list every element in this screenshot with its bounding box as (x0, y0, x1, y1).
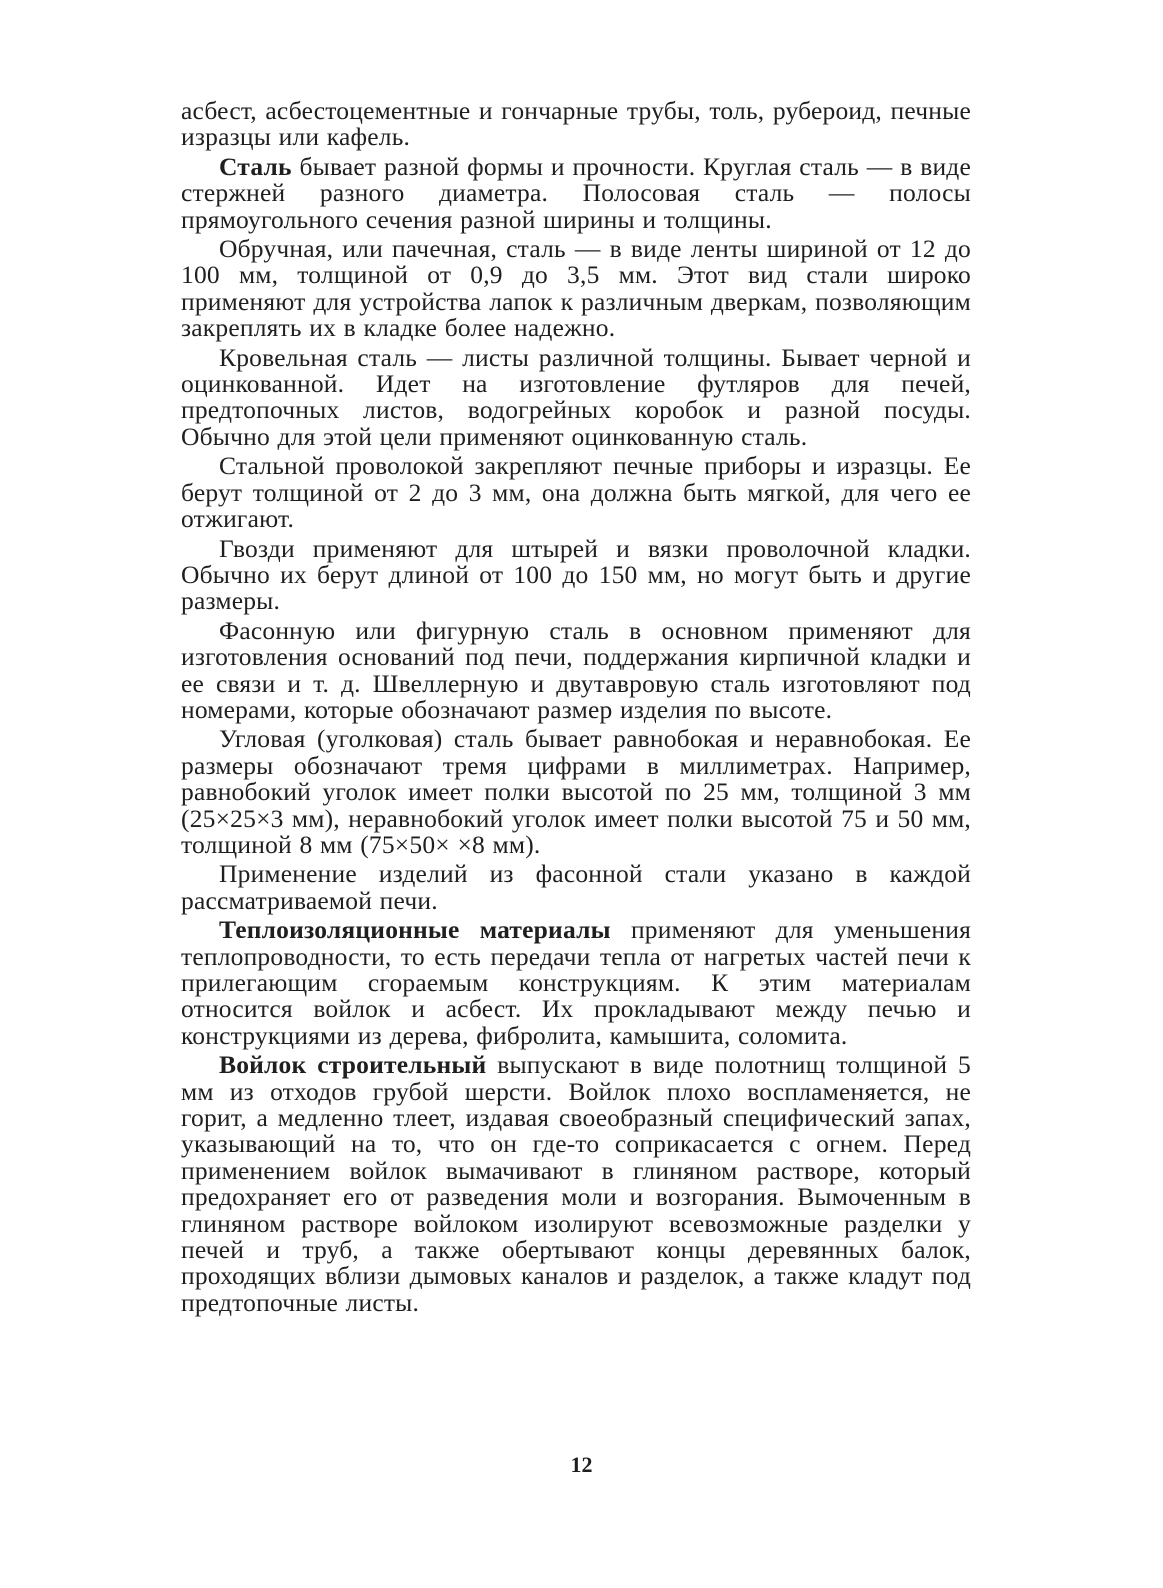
paragraph-text: Стальной проволокой закрепляют печные приборы и изразцы. Ее берут толщиной от 2 до 3 мм, она должна быть мягкой, для чего ее отжигают. (181, 451, 971, 534)
paragraph-nails (181, 533, 971, 616)
paragraph-text: асбест, асбестоцементные и гончарные трубы, толь, рубероид, печные изразцы или кафель. (181, 96, 971, 152)
paragraph-felt (181, 1052, 971, 1316)
paragraph-roofing-steel (181, 342, 971, 451)
paragraph-application (181, 861, 971, 914)
paragraph-text: Угловая (уголковая) сталь бывает равнобокая и неравнобокая. Ее размеры обозначают тремя цифрами в миллиметрах. Например, равнобокий уголок имеет полки высотой по 25 мм, толщиной 3 мм (25×25×3 мм), неравнобокий уголок имеет полки высотой 75 и 50 мм, толщиной 8 мм (75×50× ×8 мм). (181, 724, 971, 859)
paragraph-text: бывает разной формы и прочности. Круглая сталь — в виде стержней разного диаметра. Полосовая сталь — полосы прямоугольного сечения разной ширины и толщины. (181, 151, 971, 234)
paragraph-text: Обручная, или пачечная, сталь — в виде ленты шириной от 12 до 100 мм, толщиной от 0,9 до 3,5 мм. Этот вид стали широко применяют для устройства лапок к различным дверкам, позволяющим закреплять их в кладке более надежно. (181, 234, 971, 343)
paragraph-text: выпускают в виде полотнищ толщиной 5 мм из отходов грубой шерсти. Войлок плохо воспламеняется, не горит, а медленно тлеет, издавая своеобразный специфический запах, указывающий на то, что он где-то соприкасается с огнем. Перед применением войлок вымачивают в глиняном растворе, который предохраняет его от разведения моли и возгорания. Вымоченным в глиняном растворе войлоком изолируют всевозможные разделки у печей и труб, а также обертывают концы деревянных балок, проходящих вблизи дымовых каналов и разделок, а также кладут под предтопочные листы. (181, 1050, 971, 1317)
paragraph-text: Кровельная сталь — листы различной толщины. Бывает черной и оцинкованной. Идет на изготовление футляров для печей, предтопочных листов, водогрейных коробок и разной посуды. Обычно для этой цели применяют оцинкованную сталь. (181, 342, 971, 451)
paragraph-text: Фасонную или фигурную сталь в основном применяют для изготовления оснований под печи, поддержания кирпичной кладки и ее связи и т. д. Швеллерную и двутавровую сталь изготовляют под номерами, которые обозначают размер изделия по высоте. (181, 615, 971, 724)
paragraph-hoop-steel (181, 236, 971, 342)
paragraph-insulation (181, 917, 971, 1049)
paragraph-heading: Войлок строительный (219, 1050, 487, 1080)
paragraph-angle-steel (181, 726, 971, 858)
paragraph-text: применяют для уменьшения теплопроводности, то есть передачи тепла от нагретых частей печи к прилегающим сгораемым конструкциям. К этим материалам относится войлок и асбест. Их прокладывают между печью и конструкциями из дерева, фибролита, камышита, соломита. (181, 915, 971, 1050)
paragraph-heading: Сталь (219, 151, 292, 181)
page-body (181, 98, 971, 1319)
page-number: 12 (570, 1452, 593, 1477)
paragraph-steel (181, 151, 971, 234)
paragraph-text: Применение изделий из фасонной стали указано в каждой рассматриваемой печи. (181, 859, 971, 915)
paragraph-heading: Теплоизоляционные материалы (219, 915, 611, 945)
paragraph-continuation (181, 98, 971, 151)
paragraph-steel-wire (181, 453, 971, 532)
paragraph-text: Гвозди применяют для штырей и вязки проволочной кладки. Обычно их берут длиной от 100 до 150 мм, но могут быть и другие размеры. (181, 533, 971, 616)
paragraph-shaped-steel (181, 615, 971, 724)
